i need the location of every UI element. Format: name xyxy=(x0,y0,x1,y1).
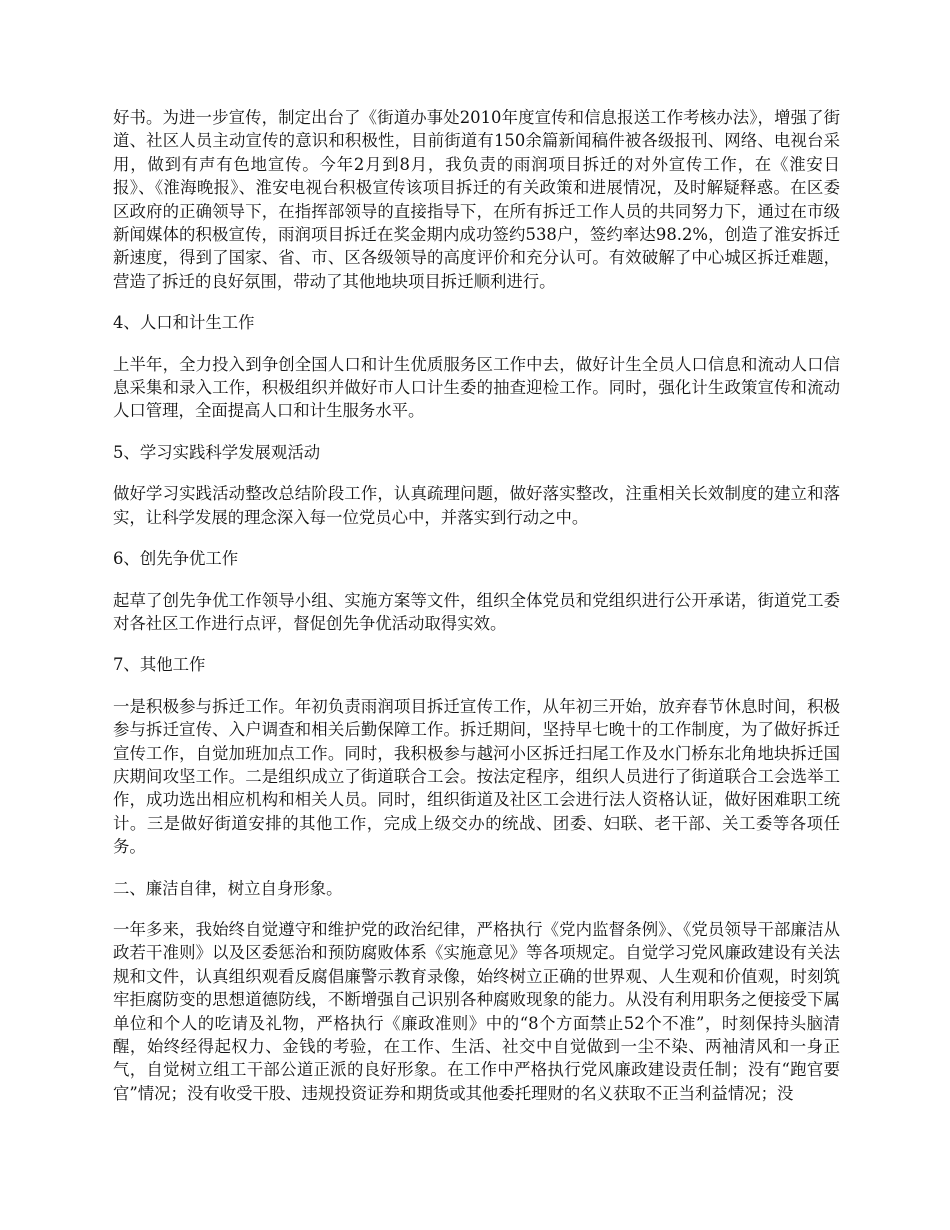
paragraph-scientific-development: 做好学习实践活动整改总结阶段工作，认真疏理问题，做好落实整改，注重相关长效制度的建立和落实，让科学发展的理念深入每一位党员心中，并落实到行动之中。 xyxy=(113,484,840,527)
paragraph-integrity-self-discipline: 一年多来，我始终自觉遵守和维护党的政治纪律，严格执行《党内监督条例》、《党员领导干部廉洁从政若干准则》以及区委惩治和预防腐败体系《实施意见》等各项规定。自觉学习党风廉政建设有关法规和文件，认真组织观看反腐倡廉警示教育录像，始终树立正确的世界观、人生观和价值观，时刻筑牢拒腐防变的思想道德防线，不断增强自己识别各种腐败现象的能力。从没有利用职务之便接受下属单位和个人的吃请及礼物，严格执行《廉政准则》中的“8个方面禁止52个不准”，时刻保持头脑清醒，始终经得起权力、金钱的考验，在工作、生活、社交中自觉做到一尘不染、两袖清风和一身正气，自觉树立组工干部公道正派的良好形象。在工作中严格执行党风廉政建设责任制；没有“跑官要官”情况；没有收受干股、违规投资证券和期货或其他委托理财的名义获取不正当利益情况；没 xyxy=(113,919,840,1103)
heading-integrity-self-discipline: 二、廉洁自律，树立自身形象。 xyxy=(113,878,343,898)
paragraph-excellence-campaign: 起草了创先争优工作领导小组、实施方案等文件，组织全体党员和党组织进行公开承诺，街道党工委对各社区工作进行点评，督促创先争优活动取得实效。 xyxy=(113,590,840,633)
paragraph-other-work: 一是积极参与拆迁工作。年初负责雨润项目拆迁宣传工作，从年初三开始，放弃春节休息时间，积极参与拆迁宣传、入户调查和相关后勤保障工作。拆迁期间，坚持早七晚十的工作制度，为了做好拆迁宣传工作，自觉加班加点工作。同时，我积极参与越河小区拆迁扫尾工作及水门桥东北角地块拆迁国庆期间攻坚工作。二是组织成立了街道联合工会。按法定程序，组织人员进行了街道联合工会选举工作，成功选出相应机构和相关人员。同时，组织街道及社区工会进行法人资格认证，做好困难职工统计。三是做好街道安排的其他工作，完成上级交办的统战、团委、妇联、老干部、关工委等各项任务。 xyxy=(113,696,840,857)
heading-excellence-campaign: 6、创先争优工作 xyxy=(113,549,239,569)
paragraph-publicity: 好书。为进一步宣传，制定出台了《街道办事处2010年度宣传和信息报送工作考核办法》，增强了街道、社区人员主动宣传的意识和积极性，目前街道有150余篇新闻稿件被各级报刊、网络、电视台采用，做到有声有色地宣传。今年2月到8月，我负责的雨润项目拆迁的对外宣传工作，在《淮安日报》、《淮海晚报》、淮安电视台积极宣传该项目拆迁的有关政策和进展情况，及时解疑释惑。在区委区政府的正确领导下，在指挥部领导的直接指导下，在所有拆迁工作人员的共同努力下，通过在市级新闻媒体的积极宣传，雨润项目拆迁在奖金期内成功签约538户，签约率达98.2%，创造了淮安拆迁新速度，得到了国家、省、市、区各级领导的高度评价和充分认可。有效破解了中心城区拆迁难题，营造了拆迁的良好氛围，带动了其他地块项目拆迁顺利进行。 xyxy=(113,108,840,291)
paragraph-population-family-planning: 上半年，全力投入到争创全国人口和计生优质服务区工作中去，做好计生全员人口信息和流动人口信息采集和录入工作，积极组织并做好市人口计生委的抽查迎检工作。同时，强化计生政策宣传和流动人口管理，全面提高人口和计生服务水平。 xyxy=(113,354,840,421)
heading-other-work: 7、其他工作 xyxy=(113,655,206,675)
heading-scientific-development: 5、学习实践科学发展观活动 xyxy=(113,442,321,462)
heading-population-family-planning: 4、人口和计生工作 xyxy=(113,313,255,333)
document-body xyxy=(113,106,840,1123)
